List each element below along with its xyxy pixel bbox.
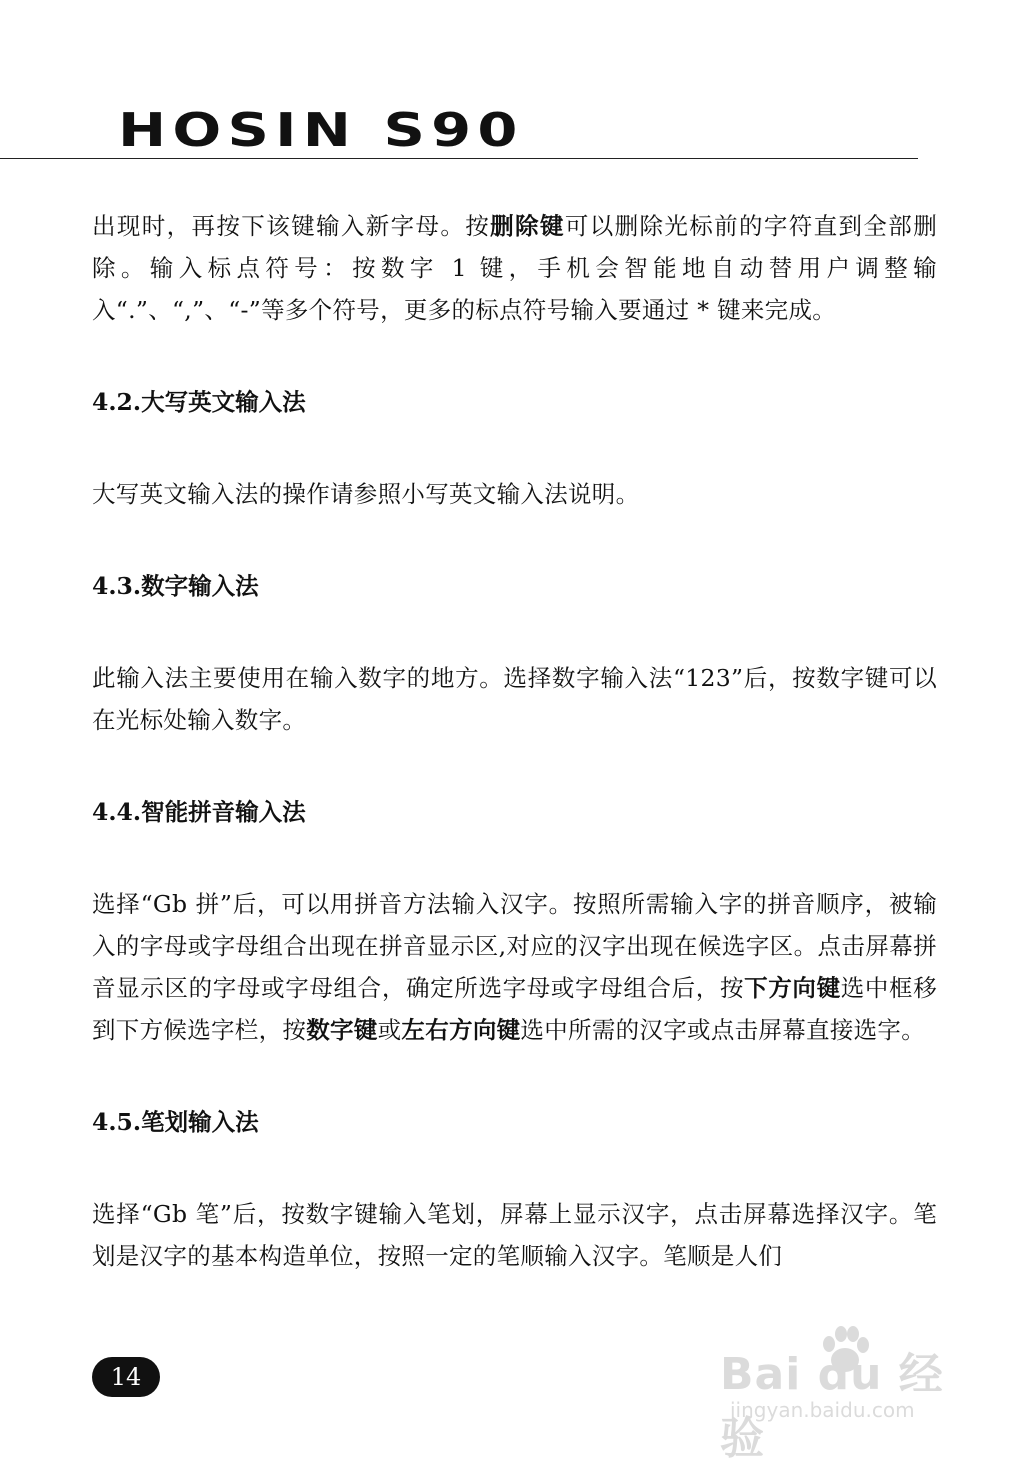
watermark-url: jingyan.baidu.com bbox=[730, 1398, 915, 1422]
page-number: 14 bbox=[110, 1363, 142, 1391]
watermark-logo: Bai du 经验 bbox=[720, 1349, 944, 1464]
paragraph-3: 此输入法主要使用在输入数字的地方。选择数字输入法“123”后，按数字键可以在光标处输入数字。 bbox=[92, 664, 937, 734]
paragraph-4 bbox=[92, 883, 937, 1051]
heading-4-2: 4.2.大写英文输入法 bbox=[92, 388, 306, 416]
p4-bold-lr-key: 左右方向键 bbox=[401, 1016, 521, 1044]
p4-text-d: 或 bbox=[377, 1016, 402, 1044]
paragraph-5: 选择“Gb 笔”后，按数字键输入笔划，屏幕上显示汉字，点击屏幕选择汉字。笔划是汉字的基本构造单位，按照一定的笔顺输入汉字。笔顺是人们 bbox=[92, 1200, 937, 1270]
p1-text-c: 可以删除光标前的字符直到全部删除。输入标点符号：按数字 1 键，手机会智能地自动替用户调整输入“.”、“,”、“-”等多个符号，更多的标点符号输入要通过 * 键来完成。 bbox=[92, 212, 937, 324]
p4-text-a: 选择“Gb 拼”后，可以用拼音方法输入汉字。按照所需输入字的拼音顺序，被输入的字母或字母组合出现在拼音显示区,对应的汉字出现在候选字区。点击屏幕拼音显示区的字母或字母组合，确定所选字母或字母组合后，按 bbox=[92, 890, 937, 1002]
paragraph-1 bbox=[92, 205, 937, 331]
watermark bbox=[720, 1320, 980, 1464]
paragraph-2: 大写英文输入法的操作请参照小写英文输入法说明。 bbox=[92, 480, 640, 508]
p4-bold-down-key: 下方向键 bbox=[744, 974, 841, 1002]
heading-4-4: 4.4.智能拼音输入法 bbox=[92, 798, 306, 826]
page-content bbox=[92, 205, 937, 1277]
p4-text-c: 选中框移到下方候选字栏，按 bbox=[92, 974, 938, 1044]
p1-bold-delete-key: 删除键 bbox=[490, 212, 565, 240]
heading-4-5: 4.5.笔划输入法 bbox=[92, 1108, 259, 1136]
p4-text-e: 选中所需的汉字或点击屏幕直接选字。 bbox=[520, 1016, 926, 1044]
heading-4-3: 4.3.数字输入法 bbox=[92, 572, 259, 600]
header-rule bbox=[0, 158, 918, 159]
page-number-badge bbox=[92, 1357, 160, 1397]
brand-title: HOSIN S90 bbox=[118, 103, 524, 157]
p4-bold-number-key: 数字键 bbox=[306, 1016, 378, 1044]
p1-text-a: 出现时，再按下该键输入新字母。按 bbox=[92, 212, 491, 240]
